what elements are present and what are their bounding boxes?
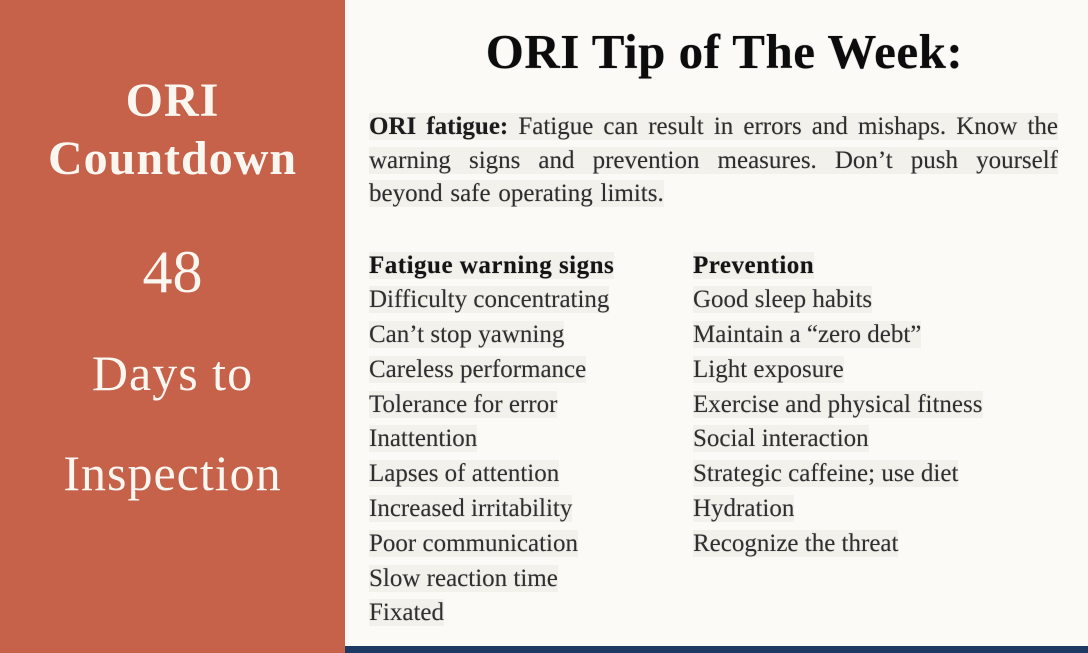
list-item [369, 422, 693, 457]
list-item [369, 492, 693, 527]
list-item-label: Lapses of attention [369, 460, 560, 488]
list-item-label: Careless performance [369, 355, 587, 383]
list-item-label: Fixated [369, 599, 444, 627]
list-item-label: Maintain a “zero debt” [693, 321, 922, 349]
prevention-list [693, 283, 1088, 561]
list-item [693, 353, 1088, 388]
prevention-column [693, 249, 1088, 632]
list-item [693, 527, 1088, 562]
fatigue-warning-signs-header-label: Fatigue warning signs [369, 251, 615, 279]
list-item-label: Social interaction [693, 425, 869, 453]
bottom-accent-bar [345, 646, 1088, 653]
list-item [693, 283, 1088, 318]
list-item [369, 457, 693, 492]
two-column-lists [369, 249, 1088, 632]
list-item [693, 388, 1088, 423]
fatigue-warning-signs-header [369, 249, 693, 284]
prevention-header [693, 249, 1088, 284]
list-item [369, 318, 693, 353]
page-title: ORI Tip of The Week: [485, 24, 964, 79]
list-item [693, 457, 1088, 492]
list-item [369, 596, 693, 631]
list-item-label: Good sleep habits [693, 286, 873, 314]
intro-lead-label: ORI fatigue: [369, 113, 509, 140]
list-item-label: Inattention [369, 425, 478, 453]
fatigue-warning-signs-column [369, 249, 693, 632]
list-item-label: Exercise and physical fitness [693, 390, 983, 418]
intro-body-text: Fatigue can result in errors and mishaps. Know the warning signs and prevention measures. Don’t push yourself beyond safe operating limits. [369, 113, 1058, 207]
list-item-label: Light exposure [693, 355, 844, 383]
countdown-caption-line2: Inspection [63, 445, 282, 501]
list-item [693, 318, 1088, 353]
list-item [369, 562, 693, 597]
countdown-days-number: 48 [142, 239, 203, 305]
list-item [369, 283, 693, 318]
countdown-sidebar [0, 0, 345, 653]
fatigue-warning-signs-list [369, 283, 693, 631]
list-item-label: Strategic caffeine; use diet [693, 460, 959, 488]
list-item-label: Difficulty concentrating [369, 286, 610, 314]
list-item [693, 422, 1088, 457]
list-item [693, 492, 1088, 527]
list-item-label: Poor communication [369, 529, 578, 557]
list-item [369, 388, 693, 423]
sidebar-title-line2: Countdown [47, 132, 298, 185]
list-item-label: Can’t stop yawning [369, 321, 565, 349]
list-item-label: Tolerance for error [369, 390, 558, 418]
list-item-label: Recognize the threat [693, 529, 899, 557]
prevention-header-label: Prevention [693, 251, 815, 279]
tip-content-area [345, 0, 1088, 653]
intro-paragraph [369, 110, 1058, 211]
sidebar-title-line1: ORI [125, 74, 220, 127]
list-item [369, 527, 693, 562]
sidebar-title [0, 72, 345, 188]
list-item [369, 353, 693, 388]
list-item-label: Slow reaction time [369, 564, 558, 592]
list-item-label: Increased irritability [369, 495, 573, 523]
list-item-label: Hydration [693, 495, 795, 523]
countdown-caption-line1: Days to [91, 345, 254, 401]
